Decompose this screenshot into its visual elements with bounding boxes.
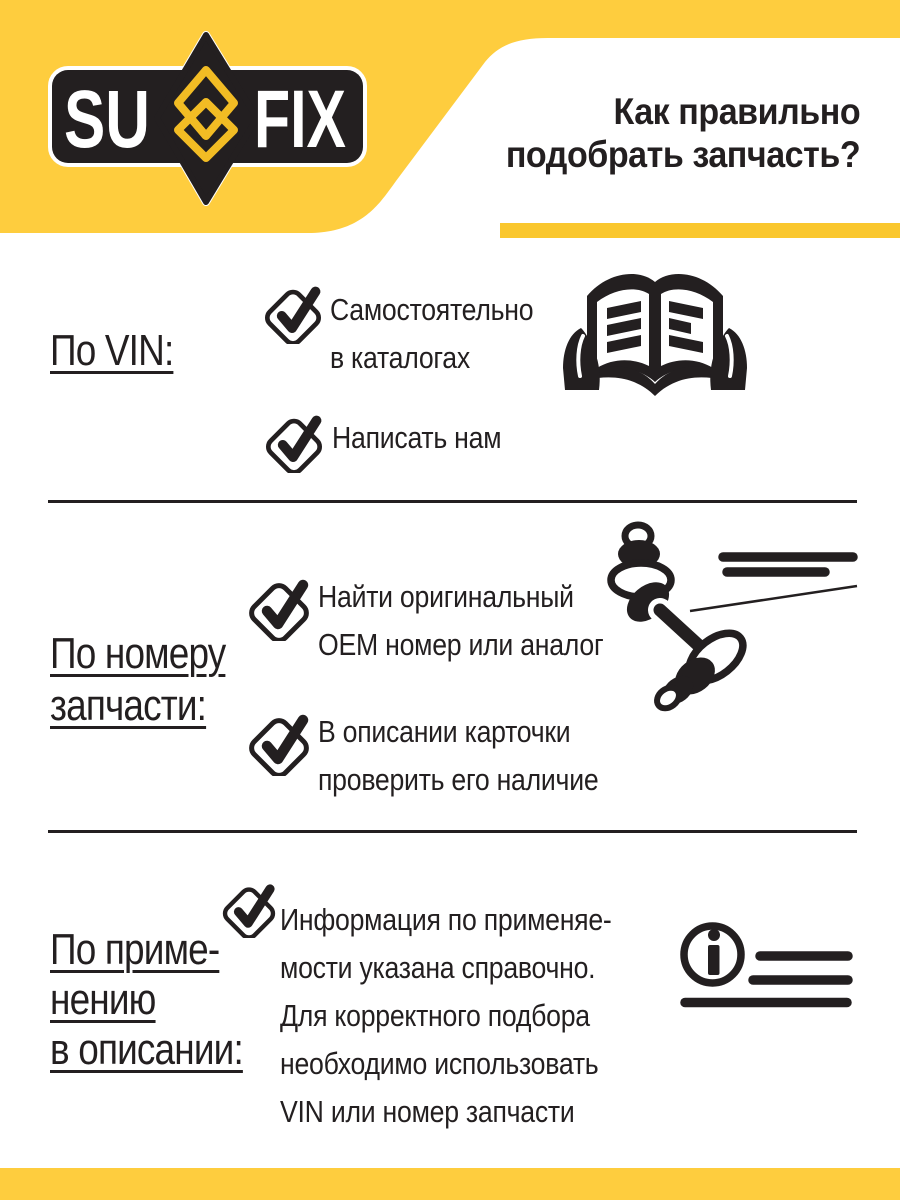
- section-heading-by-application: По приме- нению в описании:: [50, 925, 243, 1074]
- title-underline-bar: [500, 223, 900, 238]
- brand-logo: [48, 22, 368, 212]
- stabilizer-link-part-icon: [598, 518, 768, 708]
- open-book-in-hands-icon: [555, 266, 755, 398]
- section-divider: [48, 830, 857, 833]
- logo-text-su: SU: [64, 74, 150, 165]
- info-circle-icon: [678, 918, 856, 1013]
- item-label: Найти оригинальный OEM номер или аналог: [318, 579, 604, 662]
- section-heading-by-vin: По VIN:: [50, 326, 174, 375]
- bottom-accent-bar: [0, 1168, 900, 1200]
- logo-text-fix: FIX: [254, 74, 346, 165]
- check-diamond-icon: [247, 577, 311, 641]
- page-title-line1: Как правильно: [613, 91, 860, 132]
- section-heading-by-part-number: По номеру запчасти:: [50, 629, 226, 730]
- item-label: Самостоятельно в каталогах: [330, 292, 534, 375]
- check-diamond-icon: [264, 413, 324, 473]
- item-label: Информация по применяе- мости указана справочно. Для корректного подбора необходимо использовать VIN или номер запчасти: [280, 902, 612, 1129]
- check-diamond-icon: [247, 712, 311, 776]
- check-diamond-icon: [263, 284, 323, 344]
- page-title-line2: подобрать запчасть?: [505, 134, 860, 175]
- page-title: [506, 90, 860, 176]
- check-diamond-icon: [221, 882, 277, 938]
- section-divider: [48, 500, 857, 503]
- item-label: Написать нам: [332, 420, 502, 455]
- item-label: В описании карточки проверить его наличие: [318, 714, 599, 797]
